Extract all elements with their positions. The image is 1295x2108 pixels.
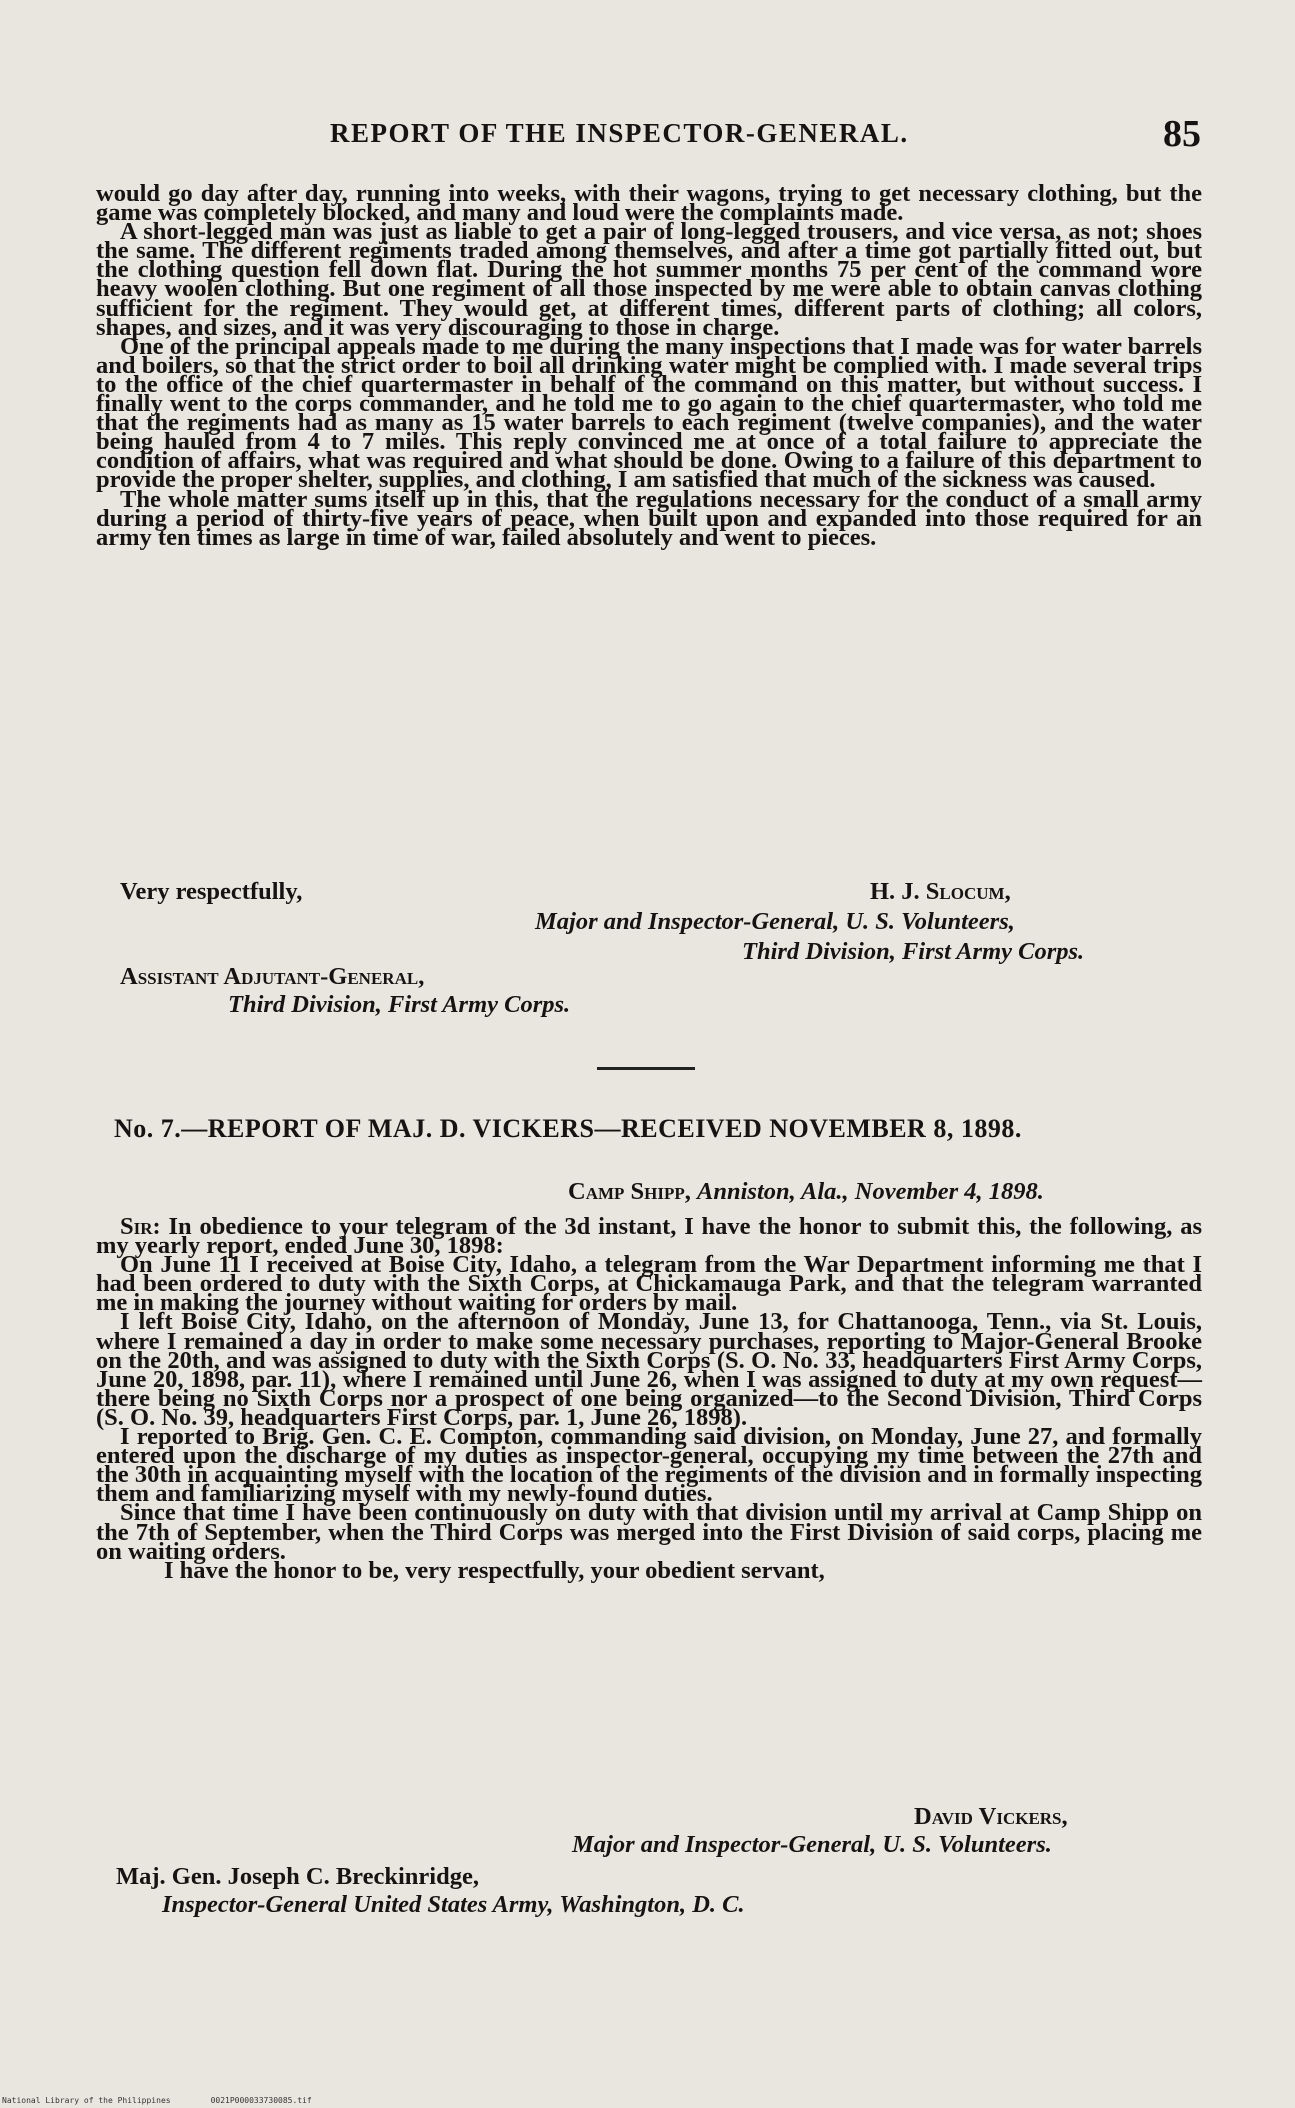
paragraph: One of the principal appeals made to me during the many inspections that I made was for water barrels and boilers, so that the strict order to boil all drinking water might be complied with. I made several trips to the office of the chief quartermaster in behalf of the command on this matter, but without success. I finally went to the corps commander, and he told me to go again to the chief quartermaster, who told me that the regiments had as many as 15 water barrels to each regiment (twelve companies), and the water being hauled from 4 to 7 miles. This reply convinced me at once of a total failure to appreciate the condition of affairs, what was required and what should be done. Owing to a failure of this department to provide the proper shelter, supplies, and clothing, I am satisfied that much of the sickness was caused. — [96, 332, 1202, 494]
addressee-name: Maj. Gen. Joseph C. Breckinridge, — [116, 1863, 479, 1890]
signatory-name: David Vickers, — [914, 1803, 1068, 1830]
dateline-date: Anniston, Ala., November 4, 1898. — [697, 1178, 1044, 1205]
addressee-title: Assistant Adjutant-General, — [120, 963, 425, 990]
salutation: Sir: — [120, 1213, 161, 1240]
signatory-unit: Third Division, First Army Corps. — [742, 938, 1085, 965]
addressee-unit: Third Division, First Army Corps. — [228, 991, 571, 1018]
paragraph: On June 11 I received at Boise City, Idaho, a telegram from the War Department informing me that I had been ordered to duty with the Sixth Corps, at Chickamauga Park, and that the telegram warranted me in making the journey without waiting for orders by mail. — [96, 1251, 1202, 1317]
page-number: 85 — [1163, 113, 1201, 155]
section-divider — [597, 1067, 695, 1070]
report-body-vickers — [96, 1213, 1202, 1584]
paragraph: A short-legged man was just as liable to get a pair of long-legged trousers, and vice versa, as not; shoes the same. The different regiments traded among themselves, and after a time got partially fitted out, but the clothing question fell down flat. During the hot summer months 75 per cent of the command wore heavy woolen clothing. But one regiment of all those inspected by me were able to obtain canvas clothing sufficient for the regiment. They would get, at different times, different parts of clothing; all colors, shapes, and sizes, and it was very discouraging to those in charge. — [96, 218, 1202, 341]
signatory-title: Major and Inspector-General, U. S. Volunteers. — [572, 1831, 1052, 1858]
signatory-title: Major and Inspector-General, U. S. Volunteers, — [535, 908, 1015, 935]
footer-library: National Library of the Philippines — [2, 2096, 171, 2105]
dateline-place: Camp Shipp, — [568, 1178, 691, 1205]
paragraph: would go day after day, running into weeks, with their wagons, trying to get necessary clothing, but the game was completely blocked, and many and loud were the complaints made. — [96, 180, 1202, 227]
section-heading: No. 7.—REPORT OF MAJ. D. VICKERS—RECEIVED NOVEMBER 8, 1898. — [114, 1114, 1022, 1143]
closing-phrase: Very respectfully, — [120, 878, 303, 905]
addressee-title: Inspector-General United States Army, Washington, D. C. — [162, 1891, 745, 1918]
footer-filename: 0021P000033730085.tif — [210, 2096, 312, 2105]
paragraph: The whole matter sums itself up in this, that the regulations necessary for the conduct of a small army during a period of thirty-five years of peace, when built upon and expanded into those required for an army ten times as large in time of war, failed absolutely and went to pieces. — [96, 485, 1202, 551]
paragraph: I reported to Brig. Gen. C. E. Compton, commanding said division, on Monday, June 27, and formally entered upon the discharge of my duties as inspector-general, occupying my time between the 27th and the 30th in acquainting myself with the location of the regiments of the division and in formally inspecting them and familiarizing myself with my newly-found duties. — [96, 1423, 1202, 1508]
scan-footer — [0, 2094, 1295, 2108]
running-head: REPORT OF THE INSPECTOR-GENERAL. — [330, 118, 909, 148]
paragraph: I have the honor to be, very respectfully, your obedient servant, — [164, 1556, 825, 1584]
signatory-name: H. J. Slocum, — [870, 878, 1011, 905]
paragraph — [96, 1213, 1202, 1260]
paragraph: Since that time I have been continuously on duty with that division until my arrival at Camp Shipp on the 7th of September, when the Third Corps was merged into the First Division of said corps, placing me on waiting orders. — [96, 1499, 1202, 1565]
paragraph-text: In obedience to your telegram of the 3d instant, I have the honor to submit this, the following, as my yearly report, ended June 30, 1898: — [96, 1213, 1202, 1260]
paragraph: I left Boise City, Idaho, on the afternoon of Monday, June 13, for Chattanooga, Tenn., via St. Louis, where I remained a day in order to make some necessary purchases, reporting to Major-General Brooke on the 20th, and was assigned to duty with the Sixth Corps (S. O. No. 33, headquarters First Army Corps, June 20, 1898, par. 11), where I remained until June 26, when I was assigned to duty at my own request—there being no Sixth Corps nor a prospect of one being organized—to the Second Division, Third Corps (S. O. No. 39, headquarters First Corps, par. 1, June 26, 1898). — [96, 1308, 1202, 1431]
dateline — [568, 1177, 1044, 1207]
report-body-slocum — [96, 180, 1202, 551]
